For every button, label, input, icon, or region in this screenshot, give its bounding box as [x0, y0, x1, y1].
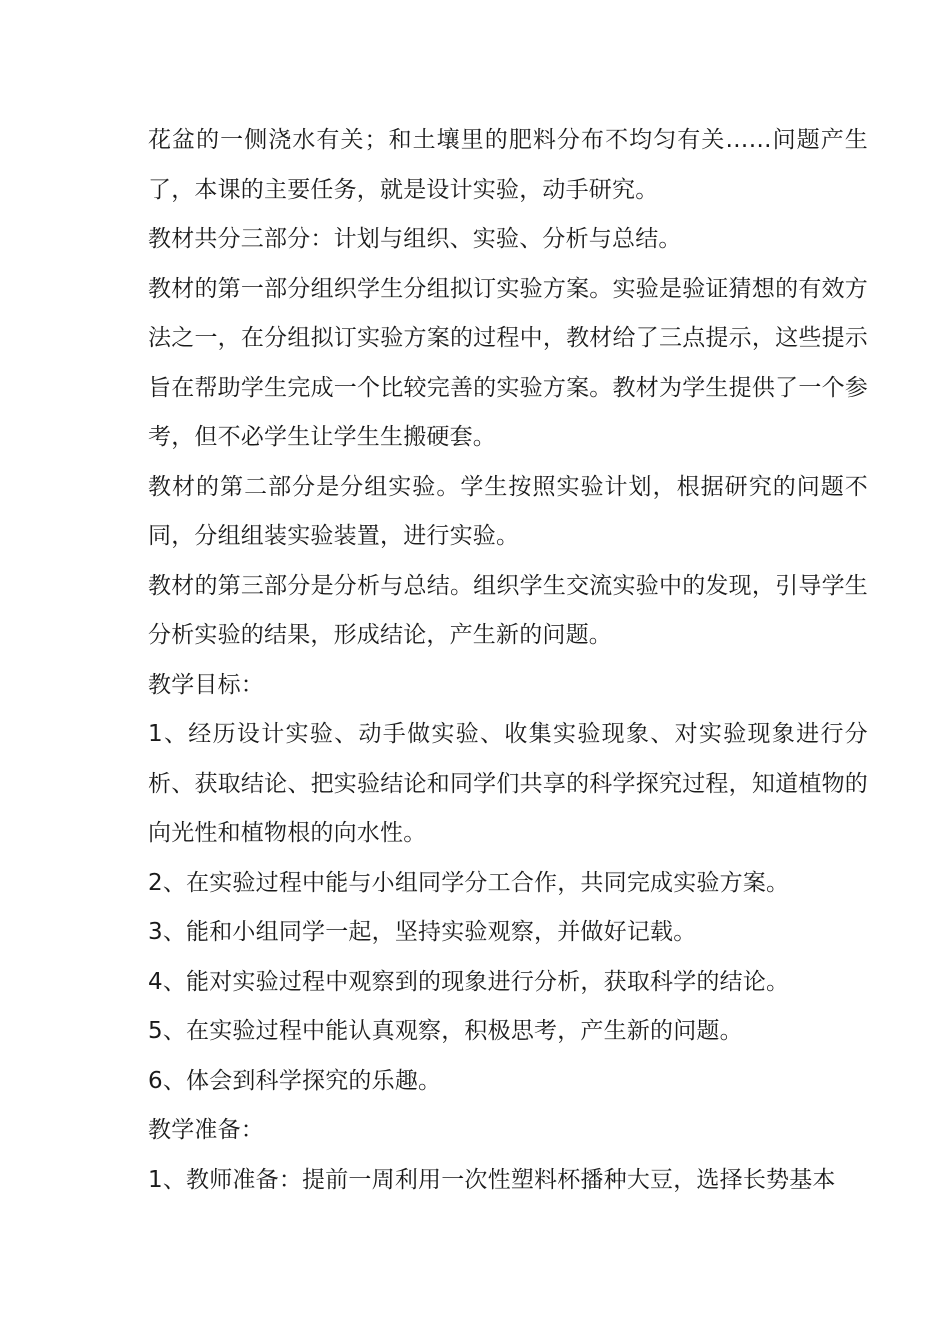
preparation-item-1: 1、教师准备：提前一周利用一次性塑料杯播种大豆，选择长势基本: [148, 1166, 836, 1193]
paragraph-intro-continued: 花盆的一侧浇水有关；和土壤里的肥料分布不均匀有关……问题产生了，本课的主要任务，就是设计实验，动手研究。: [148, 127, 868, 203]
paragraph-part-two: 教材的第二部分是分组实验。学生按照实验计划，根据研究的问题不同，分组组装实验装置，进行实验。: [148, 473, 868, 549]
heading-teaching-preparation: 教学准备：: [148, 1117, 264, 1143]
goal-item-1: 1、经历设计实验、动手做实验、收集实验现象、对实验现象进行分析、获取结论、把实验结论和同学们共享的科学探究过程，知道植物的向光性和植物根的向水性。: [148, 721, 868, 846]
paragraph-textbook-parts: 教材共分三部分：计划与组织、实验、分析与总结。: [148, 226, 682, 252]
goal-item-6: 6、体会到科学探究的乐趣。: [148, 1067, 442, 1094]
goal-item-4: 4、能对实验过程中观察到的现象进行分析，获取科学的结论。: [148, 968, 790, 995]
goal-item-3: 3、能和小组同学一起，坚持实验观察，并做好记载。: [148, 919, 697, 945]
goal-item-2: 2、在实验过程中能与小组同学分工合作，共同完成实验方案。: [148, 869, 790, 896]
goal-item-5: 5、在实验过程中能认真观察，积极思考，产生新的问题。: [148, 1018, 743, 1044]
paragraph-part-one: 教材的第一部分组织学生分组拟订实验方案。实验是验证猜想的有效方法之一，在分组拟订实验方案的过程中，教材给了三点提示，这些提示旨在帮助学生完成一个比较完善的实验方案。教材为学生提供了一个参考，但不必学生让学生生搬硬套。: [148, 275, 868, 450]
heading-teaching-goals: 教学目标：: [148, 671, 264, 698]
document-body: [148, 116, 868, 1205]
paragraph-part-three: 教材的第三部分是分析与总结。组织学生交流实验中的发现，引导学生分析实验的结果，形成结论，产生新的问题。: [148, 572, 868, 648]
